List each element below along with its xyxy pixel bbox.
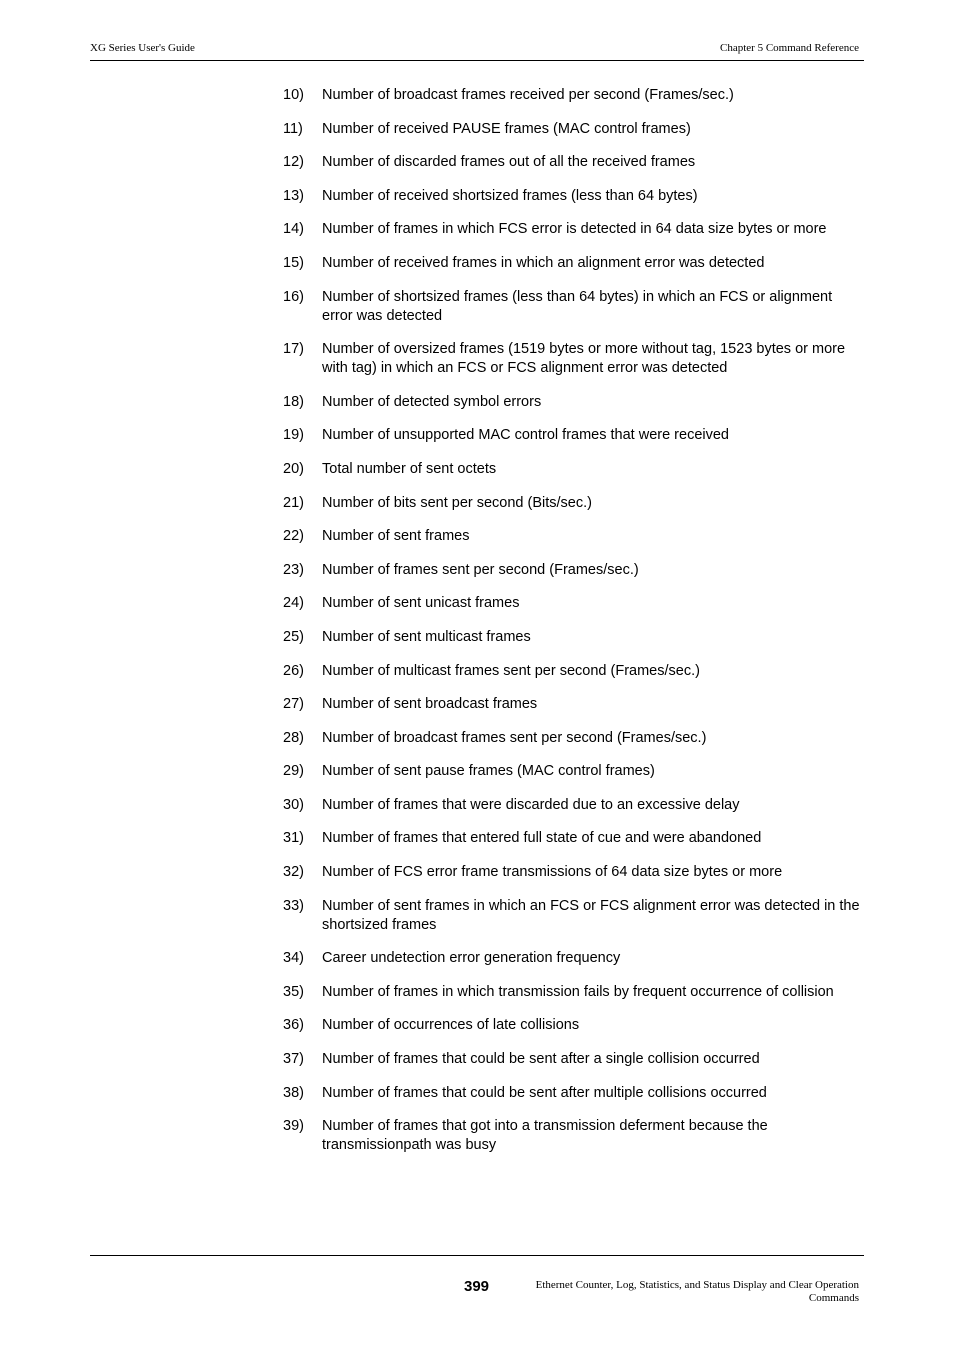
list-item-number: 29) — [283, 763, 304, 780]
list-item-text: Number of detected symbol errors — [322, 393, 542, 410]
page-number: 399 — [464, 1278, 490, 1295]
list-item-text: Number of unsupported MAC control frames that were received — [322, 427, 729, 444]
list-item-text: Number of bits sent per second (Bits/sec.) — [322, 494, 592, 511]
list-item-text: Number of frames that could be sent after a single collision occurred — [322, 1051, 760, 1068]
list-item-text: Career undetection error generation frequency — [322, 950, 621, 967]
counter-item-list — [283, 86, 863, 1170]
list-item-number: 35) — [283, 983, 304, 1000]
list-item-number: 39) — [283, 1118, 304, 1135]
list-item-number: 15) — [283, 254, 304, 271]
list-item-text: Number of frames in which transmission fails by frequent occurrence of collision — [322, 983, 834, 1000]
header-chapter-title: Chapter 5 Command Reference — [720, 42, 859, 54]
list-item-number: 33) — [283, 897, 304, 914]
footer-section-title-line-1: Ethernet Counter, Log, Statistics, and Status Display and Clear Operation — [535, 1279, 859, 1291]
footer-divider — [90, 1255, 864, 1256]
list-item-number: 21) — [283, 494, 304, 511]
list-item-text: Number of occurrences of late collisions — [322, 1017, 580, 1034]
list-item — [283, 897, 863, 935]
list-item — [283, 254, 863, 273]
list-item — [283, 983, 863, 1002]
list-item — [283, 340, 863, 378]
list-item — [283, 527, 863, 546]
list-item-text: Number of sent multicast frames — [322, 628, 531, 645]
list-item-text: Number of frames that could be sent after multiple collisions occurred — [322, 1084, 767, 1101]
list-item-number: 32) — [283, 864, 304, 881]
list-item — [283, 829, 863, 848]
list-item — [283, 460, 863, 479]
list-item-number: 19) — [283, 427, 304, 444]
list-item — [283, 561, 863, 580]
list-item-number: 31) — [283, 830, 304, 847]
list-item-number: 26) — [283, 662, 304, 679]
list-item — [283, 594, 863, 613]
list-item — [283, 796, 863, 815]
list-item-number: 12) — [283, 154, 304, 171]
list-item-number: 10) — [283, 87, 304, 103]
list-item-number: 37) — [283, 1051, 304, 1068]
list-item — [283, 949, 863, 968]
list-item — [283, 1117, 863, 1155]
list-item — [283, 153, 863, 172]
list-item — [283, 662, 863, 681]
list-item-text: Number of sent broadcast frames — [322, 696, 538, 713]
list-item-text: Number of frames that were discarded due to an excessive delay — [322, 796, 740, 813]
list-item-number: 30) — [283, 796, 304, 813]
list-item-text: Number of sent frames — [322, 528, 470, 545]
list-item-number: 24) — [283, 595, 304, 612]
list-item-number: 38) — [283, 1084, 304, 1101]
list-item — [283, 393, 863, 412]
list-item-number: 22) — [283, 528, 304, 545]
list-item-number: 11) — [283, 120, 303, 137]
header-divider — [90, 60, 864, 61]
list-item-number: 34) — [283, 950, 304, 967]
list-item — [283, 86, 863, 105]
list-item-text: Number of oversized frames (1519 bytes or more without tag, 1523 bytes or more with tag) in which an FCS or FCS alignment error was detected — [322, 341, 846, 377]
list-item-text: Number of FCS error frame transmissions of 64 data size bytes or more — [322, 864, 783, 881]
list-item — [283, 220, 863, 239]
list-item-number: 20) — [283, 460, 304, 477]
list-item — [283, 762, 863, 781]
list-item — [283, 628, 863, 647]
list-item-text: Number of frames sent per second (Frames/sec.) — [322, 561, 639, 578]
list-item-text: Number of broadcast frames received per second (Frames/sec.) — [322, 87, 734, 103]
list-item-number: 28) — [283, 729, 304, 746]
list-item — [283, 1084, 863, 1103]
list-item-text: Number of sent unicast frames — [322, 595, 520, 612]
list-item-number: 36) — [283, 1017, 304, 1034]
list-item — [283, 863, 863, 882]
list-item-text: Number of received frames in which an alignment error was detected — [322, 254, 765, 271]
list-item-text: Number of frames that got into a transmission deferment because the transmissionpath was busy — [322, 1118, 768, 1154]
list-item — [283, 120, 863, 139]
list-item-text: Number of discarded frames out of all the received frames — [322, 154, 696, 171]
list-item-number: 17) — [283, 341, 304, 358]
list-item-number: 25) — [283, 628, 304, 645]
list-item-number: 18) — [283, 393, 304, 410]
list-item — [283, 187, 863, 206]
footer-section-title-line-2: Commands — [808, 1292, 859, 1304]
list-item-text: Number of frames that entered full state of cue and were abandoned — [322, 830, 762, 847]
list-item-text: Total number of sent octets — [322, 460, 497, 477]
list-item-text: Number of received PAUSE frames (MAC control frames) — [322, 120, 691, 137]
list-item-number: 23) — [283, 561, 304, 578]
list-item — [283, 729, 863, 748]
list-item-text: Number of sent pause frames (MAC control frames) — [322, 763, 655, 780]
list-item-number: 14) — [283, 221, 304, 238]
list-item — [283, 695, 863, 714]
list-item — [283, 494, 863, 513]
list-item-text: Number of multicast frames sent per second (Frames/sec.) — [322, 662, 700, 679]
list-item-number: 13) — [283, 187, 304, 204]
footer-section-title — [499, 1279, 859, 1305]
list-item-text: Number of shortsized frames (less than 64 bytes) in which an FCS or alignment error was detected — [322, 288, 833, 324]
list-item-text: Number of sent frames in which an FCS or FCS alignment error was detected in the shortsized frames — [322, 897, 860, 933]
header-guide-title: XG Series User's Guide — [90, 42, 195, 54]
list-item — [283, 1016, 863, 1035]
list-item — [283, 426, 863, 445]
list-item-number: 27) — [283, 696, 304, 713]
list-item — [283, 1050, 863, 1069]
list-item-text: Number of received shortsized frames (less than 64 bytes) — [322, 187, 698, 204]
list-item — [283, 288, 863, 326]
list-item-text: Number of broadcast frames sent per second (Frames/sec.) — [322, 729, 707, 746]
list-item-number: 16) — [283, 288, 304, 305]
list-item-text: Number of frames in which FCS error is detected in 64 data size bytes or more — [322, 221, 827, 238]
